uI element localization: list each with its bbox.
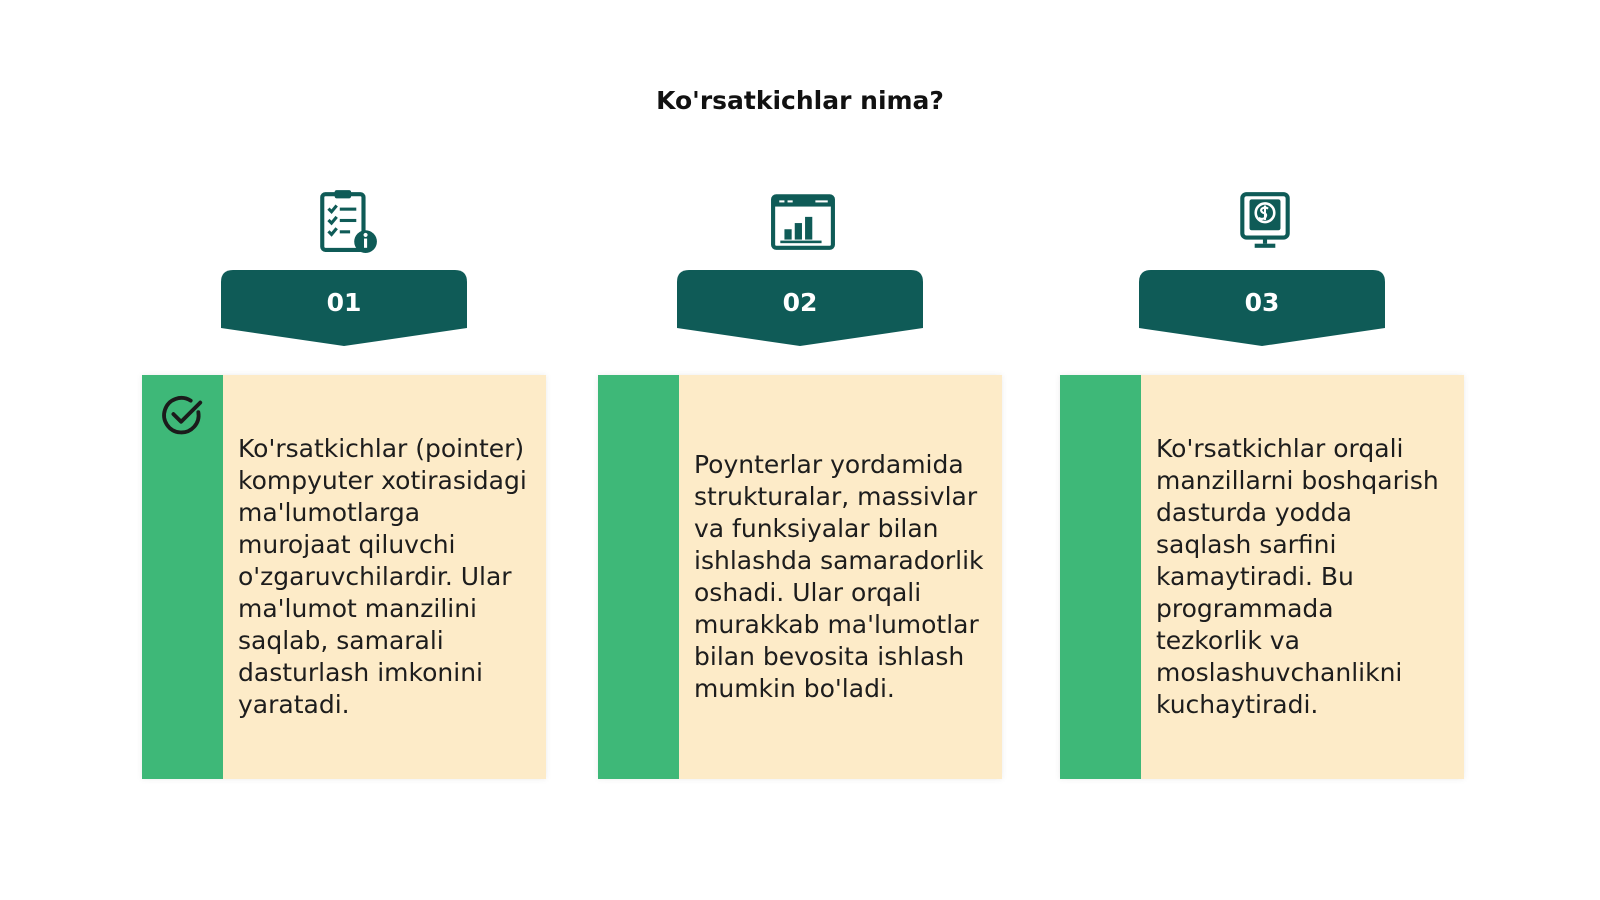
card-text bbox=[694, 375, 984, 779]
card-text bbox=[1156, 375, 1446, 779]
card-description: Ko'rsatkichlar orqali manzillarni boshqarish dasturda yodda saqlash sarfini kamaytiradi. Bu programmada tezkorlik va moslashuvchanlikni kuchaytiradi. bbox=[1156, 434, 1439, 719]
info-card-3 bbox=[1060, 375, 1464, 779]
info-card-1 bbox=[142, 375, 546, 779]
card-accent-bar bbox=[598, 375, 679, 779]
step-number: 01 bbox=[326, 287, 362, 317]
card-description: Poynterlar yordamida strukturalar, massivlar va funksiyalar bilan ishlashda samaradorlik oshadi. Ular orqali murakkab ma'lumotlar bilan bevosita ishlash mumkin bo'ladi. bbox=[694, 450, 984, 703]
clipboard-checklist-info-icon bbox=[142, 188, 552, 252]
step-number: 03 bbox=[1244, 287, 1280, 317]
card-accent-bar bbox=[1060, 375, 1141, 779]
card-description: Ko'rsatkichlar (pointer) kompyuter xotirasidagi ma'lumotlarga murojaat qiluvchi o'zgaruvchilardir. Ular ma'lumot manzilini saqlab, samarali dasturlash imkonini yaratadi. bbox=[238, 434, 527, 719]
step-number: 02 bbox=[782, 287, 818, 317]
card-accent-bar bbox=[142, 375, 223, 779]
info-column-3 bbox=[1060, 180, 1470, 780]
page-title: Ko'rsatkichlar nima? bbox=[656, 86, 944, 115]
browser-bar-chart-icon bbox=[598, 188, 1008, 252]
check-circle-icon bbox=[160, 393, 206, 439]
step-badge-1 bbox=[221, 270, 467, 354]
info-column-1 bbox=[142, 180, 552, 780]
step-badge-3 bbox=[1139, 270, 1385, 354]
card-text bbox=[238, 375, 528, 779]
info-card-2 bbox=[598, 375, 1002, 779]
monitor-dollar-icon bbox=[1060, 188, 1470, 252]
info-column-2 bbox=[598, 180, 1008, 780]
step-badge-2 bbox=[677, 270, 923, 354]
